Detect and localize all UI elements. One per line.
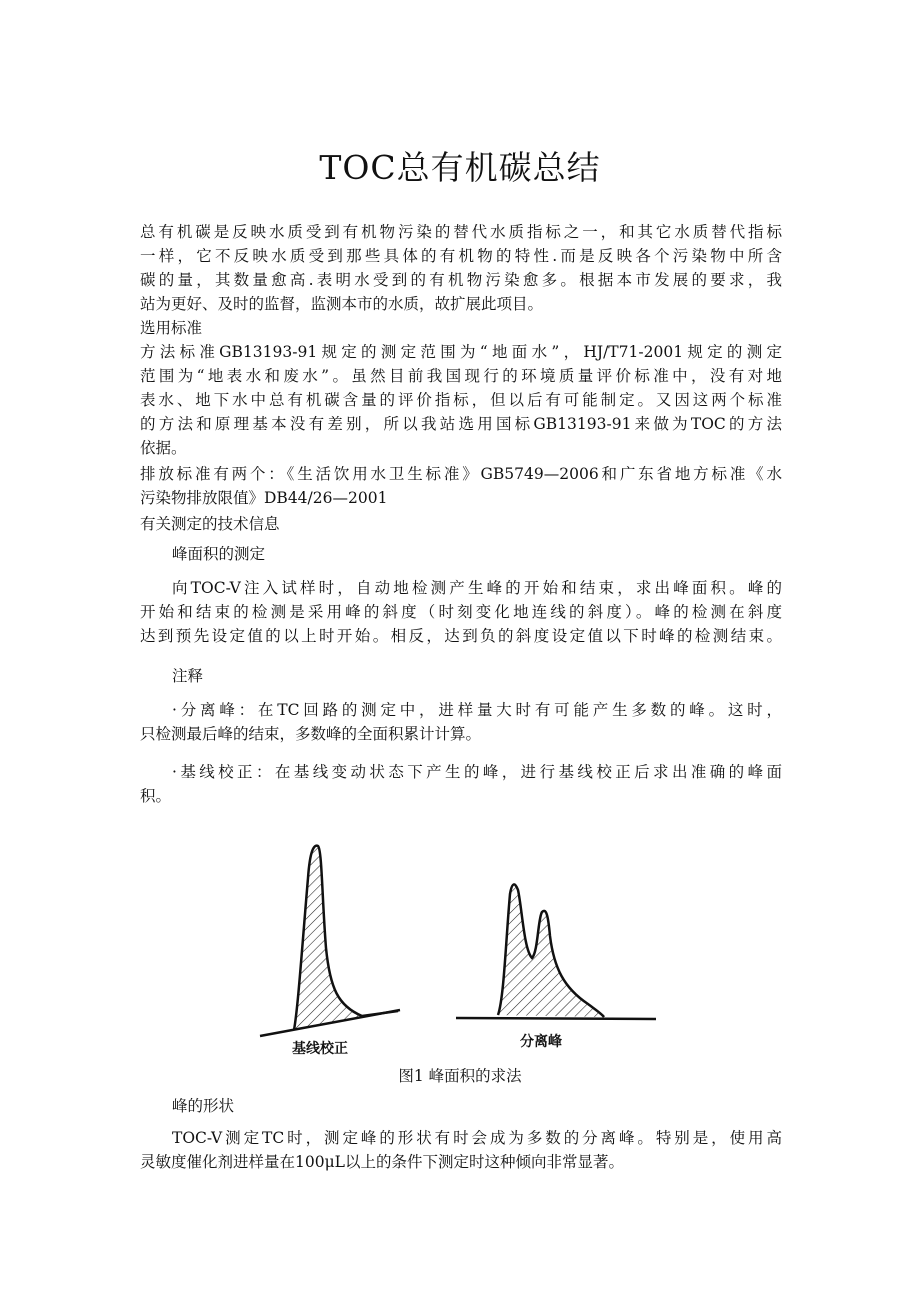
text-line: 表水、地下水中总有机碳含量的评价指标，但以后有可能制定。又因这两个标准 xyxy=(140,391,782,409)
text-line: 范围为“地表水和废水”。虽然目前我国现行的环境质量评价标准中，没有对地 xyxy=(140,367,782,385)
peak-area-figure xyxy=(258,838,662,1058)
text-line: 只检测最后峰的结束，多数峰的全面积累计计算。 xyxy=(140,725,482,743)
text-line: 达到预先设定值的以上时开始。相反，达到负的斜度设定值以下时峰的检测结束。 xyxy=(140,627,782,645)
page-title: TOC总有机碳总结 xyxy=(319,148,601,187)
separated-peak-label: 分离峰 xyxy=(520,1034,562,1050)
text-line: 开始和结束的检测是采用峰的斜度（时刻变化地连线的斜度）。峰的检测在斜度 xyxy=(140,603,782,621)
subheading-peak-area: 峰面积的测定 xyxy=(172,545,266,563)
method-paragraph xyxy=(140,340,782,460)
text-line: 灵敏度催化剂进样量在100μL以上的条件下测定时这种倾向非常显著。 xyxy=(140,1153,624,1171)
intro-paragraph xyxy=(140,220,782,316)
text-line: 方法标准GB13193-91规定的测定范围为“地面水”，HJ/T71-2001规定的测定 xyxy=(140,343,782,361)
peak-diagram-svg xyxy=(258,838,662,1058)
note-baseline-correction xyxy=(140,756,782,804)
text-line: ·基线校正：在基线变动状态下产生的峰，进行基线校正后求出准确的峰面 xyxy=(172,763,782,781)
text-line: 总有机碳是反映水质受到有机物污染的替代水质指标之一，和其它水质替代指标 xyxy=(140,223,782,241)
peak-area-paragraph xyxy=(140,572,782,644)
discharge-paragraph xyxy=(140,462,782,510)
separated-peaks xyxy=(456,884,656,1019)
text-line: 站为更好、及时的监督，监测本市的水质，故扩展此项目。 xyxy=(140,295,544,313)
text-line: TOC-V测定TC时，测定峰的形状有时会成为多数的分离峰。特别是，使用高 xyxy=(172,1129,782,1147)
text-line: 碳的量，其数量愈高.表明水受到的有机物污染愈多。根据本市发展的要求，我 xyxy=(140,271,782,289)
text-line: 向TOC-V注入试样时，自动地检测产生峰的开始和结束，求出峰面积。峰的 xyxy=(172,579,782,597)
section-heading-tech: 有关测定的技术信息 xyxy=(140,515,280,533)
text-line: 积。 xyxy=(140,787,172,805)
text-line: ·分离峰：在TC回路的测定中，进样量大时有可能产生多数的峰。这时， xyxy=(172,701,782,719)
baseline-correction-peak xyxy=(260,846,400,1036)
section-heading-standard: 选用标准 xyxy=(140,319,203,337)
baseline-correction-label: 基线校正 xyxy=(292,1041,348,1057)
text-line: 的方法和原理基本没有差别，所以我站选用国标GB13193-91来做为TOC的方法 xyxy=(140,415,782,433)
subheading-peak-shape: 峰的形状 xyxy=(172,1097,235,1115)
figure-caption: 图1 峰面积的求法 xyxy=(398,1067,522,1085)
peak-shape-paragraph xyxy=(140,1122,782,1170)
text-line: 一样，它不反映水质受到那些具体的有机物的特性.而是反映各个污染物中所含 xyxy=(140,247,782,265)
text-line: 依据。 xyxy=(140,439,187,457)
text-line: 污染物排放限值》DB44/26—2001 xyxy=(140,489,388,507)
subheading-note: 注释 xyxy=(172,667,204,685)
note-separated-peak xyxy=(140,694,782,742)
text-line: 排放标准有两个：《生活饮用水卫生标准》GB5749—2006和广东省地方标准《水 xyxy=(140,465,782,483)
